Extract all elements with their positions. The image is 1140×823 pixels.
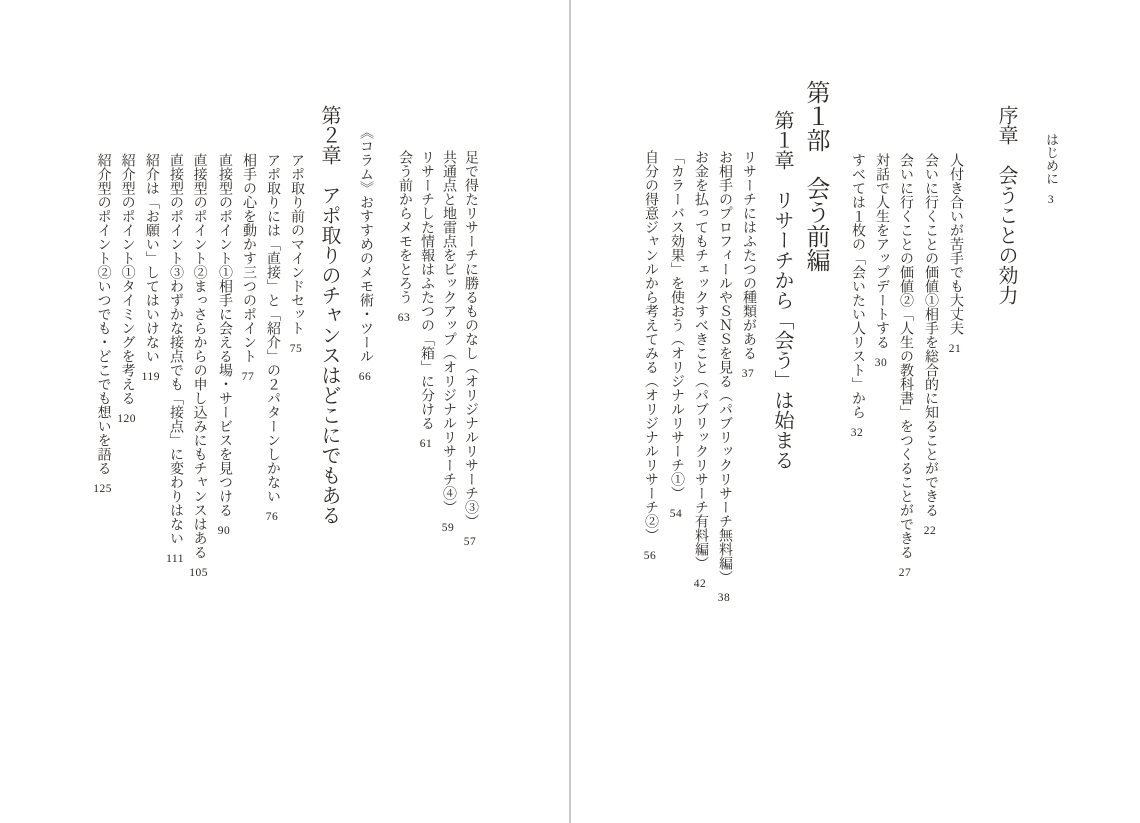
toc-entry-text: 直接型のポイント①相手に会える場・サービスを見つける: [217, 153, 232, 517]
page-number: 3: [1047, 194, 1055, 206]
toc-entry-text: 「カラーバス効果」を使おう（オリジナルリサーチ①）: [669, 150, 684, 500]
toc-entry: [240, 153, 256, 384]
toc-entry: [166, 153, 184, 566]
toc-entry: [142, 153, 160, 384]
toc-page-left: [0, 0, 569, 823]
chapter2-title: [317, 105, 340, 525]
page-number: 38: [717, 592, 731, 604]
intro-chapter-title: [994, 105, 1017, 305]
toc-entry-text: すべては１枚の「会いたい人リスト」から: [850, 153, 865, 419]
toc-entry: [716, 150, 732, 605]
toc-entry: [264, 153, 280, 524]
toc-entry-text: 紹介型のポイント②いつでも・どこでも想いを語る: [95, 153, 111, 475]
page-number: 61: [419, 438, 433, 450]
toc-entry-text: 足で得たリサーチに勝るものなし（オリジナルリサーチ③）: [463, 150, 478, 528]
page-number: 76: [265, 511, 279, 523]
toc-entry-text: 対話で人生をアップデートする: [874, 153, 889, 349]
toc-entry-text: アポ取り前のマインドセット: [289, 153, 304, 335]
toc-entry-text: 紹介は「お願い」してはいけない: [143, 153, 159, 363]
chapter1-title: [770, 110, 793, 470]
toc-entry: [692, 150, 708, 591]
page-number: 27: [898, 567, 912, 579]
chapter-title-text: 序章 会うことの効力: [995, 105, 1017, 305]
page-number: 54: [669, 508, 683, 520]
toc-entry-text: 相手の心を動かす三つのポイント: [241, 153, 256, 363]
toc-entry: [418, 150, 434, 451]
toc-entry-text: お相手のプロフィールやＳＮＳを見る（パブリックリサーチ無料編）: [717, 150, 732, 584]
toc-entry-text: 直接型のポイント②まっさらからの申し込みにもチャンスはある: [191, 153, 207, 559]
toc-entry-text: はじめに: [1044, 133, 1059, 185]
toc-entry-text: 会いに行くことの価値①相手を総合的に知ることができる: [923, 153, 938, 517]
page-number: 56: [643, 550, 657, 562]
toc-entry: [849, 153, 865, 440]
toc-entry-text: お金を払ってもチェックすべきこと（パブリックリサーチ有料編）: [693, 150, 708, 570]
toc-entry-column: [357, 125, 373, 384]
part1-title: [800, 80, 828, 272]
toc-entry: [922, 153, 938, 538]
page-number: 111: [166, 553, 184, 565]
page-number: 37: [741, 368, 755, 380]
toc-entry: [396, 150, 412, 325]
toc-entry: [740, 150, 756, 381]
chapter-title-text: 第１章 リサーチから「会う」は始まる: [771, 110, 793, 470]
toc-entry: [642, 150, 658, 563]
toc-entry-text: リサーチにはふたつの種類がある: [741, 150, 756, 360]
toc-entry: [668, 150, 684, 521]
page-number: 90: [217, 525, 231, 537]
page-number: 105: [189, 567, 208, 579]
page-number: 120: [117, 413, 136, 425]
page-number: 32: [850, 427, 864, 439]
toc-entry-text: リサーチした情報はふたつの「箱」に分ける: [419, 150, 434, 430]
chapter-title-text: 第２章 アポ取りのチャンスはどこにでもある: [318, 105, 340, 525]
part-title-text: 第１部 会う前編: [802, 80, 828, 272]
toc-entry: [897, 153, 913, 580]
toc-entry-text: 共通点と地雷点をピックアップ（オリジナルリサーチ④）: [441, 150, 456, 514]
page-number: 59: [441, 522, 455, 534]
toc-entry: [117, 153, 136, 426]
page-number: 75: [289, 343, 303, 355]
toc-entry-text: 《コラム》おすすめのメモ術・ツール: [358, 125, 373, 363]
toc-entry-text: 直接型のポイント③わずかな接点でも「接点」に変わりはない: [168, 153, 184, 545]
toc-entry: [873, 153, 889, 370]
page-number: 125: [93, 483, 112, 495]
page-number: 63: [397, 312, 411, 324]
toc-entry-preface: [1043, 133, 1058, 207]
page-number: 57: [463, 536, 477, 548]
page-number: 22: [923, 525, 937, 537]
page-divider: [569, 0, 571, 823]
page-number: 21: [948, 343, 962, 355]
page-number: 119: [141, 371, 160, 383]
toc-entry: [189, 153, 208, 580]
toc-entry: [440, 150, 456, 535]
toc-entry: [462, 150, 478, 549]
toc-entry-text: 人付き合いが苦手でも大丈夫: [948, 153, 963, 335]
page-number: 42: [693, 578, 707, 590]
toc-entry: [947, 153, 963, 356]
toc-entry-text: アポ取りには「直接」と「紹介」の２パターンしかない: [265, 153, 280, 503]
toc-entry-text: 会う前からメモをとろう: [397, 150, 412, 304]
page-number: 66: [358, 371, 372, 383]
toc-entry-text: 自分の得意ジャンルから考えてみる（オリジナルリサーチ②）: [643, 150, 658, 542]
toc-entry: [93, 153, 112, 496]
toc-entry: [288, 153, 304, 356]
toc-entry-text: 紹介型のポイント①タイミングを考える: [119, 153, 135, 405]
page-number: 30: [874, 357, 888, 369]
page-number: 77: [241, 371, 255, 383]
toc-entry: [216, 153, 232, 538]
toc-entry-text: 会いに行くことの価値②「人生の教科書」をつくることができる: [898, 153, 913, 559]
